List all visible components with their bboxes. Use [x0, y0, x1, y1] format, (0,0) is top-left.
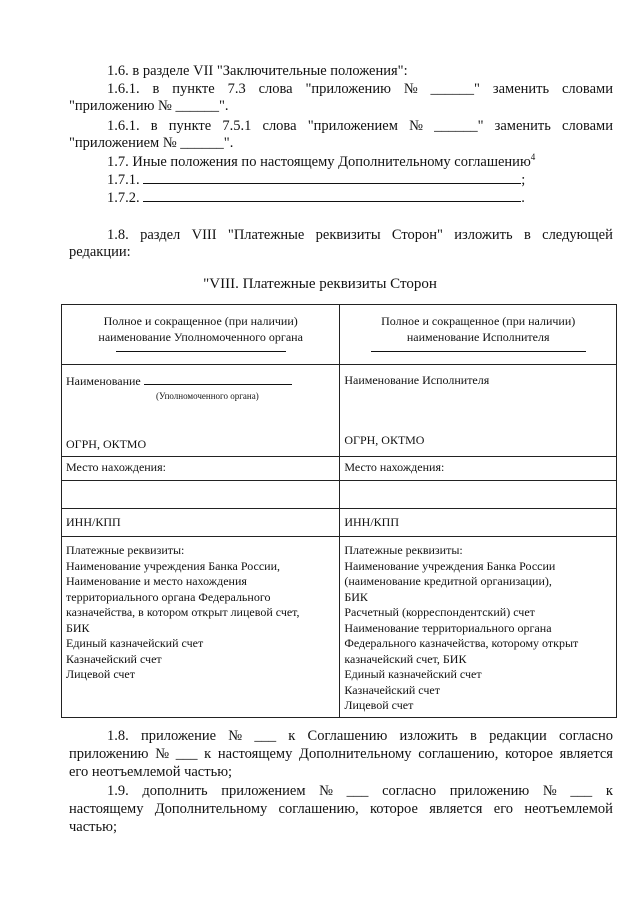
word: заменить: [492, 81, 550, 97]
word: Дополнительному: [154, 801, 268, 817]
word: в: [150, 118, 158, 134]
clause-1-6-1-a-cont: "приложению № ______".: [69, 98, 229, 114]
requisite-line: Наименование учреждения Банка России: [344, 558, 556, 573]
requisite-line: Платежные реквизиты:: [66, 543, 185, 557]
requisite-line: Федерального казначейства, которому открыт: [344, 636, 579, 650]
clause-1-7: [107, 153, 535, 171]
word: "Платежные: [227, 227, 305, 243]
word: 1.8.: [107, 227, 129, 243]
requisite-line: казначейский счет, БИК: [344, 651, 467, 666]
word: ______": [434, 118, 484, 134]
word: 1.8.: [107, 728, 129, 744]
word: соглашению,: [278, 801, 359, 817]
blank-line: [143, 171, 521, 184]
requisite-line: Лицевой счет: [66, 667, 136, 681]
left-name-cell: [62, 365, 340, 457]
right-payment-list: [344, 543, 612, 714]
left-empty-cell: [62, 481, 340, 509]
word: настоящему: [69, 801, 144, 817]
word: изложить: [454, 227, 513, 243]
word: слова: [262, 118, 297, 134]
word: словами: [562, 81, 613, 97]
right-ogrn: ОГРН, ОКТМО: [344, 432, 425, 447]
clause-1-9-line3: частью;: [69, 819, 117, 835]
requisite-line: Лицевой счет: [344, 698, 414, 712]
word: которое: [370, 801, 418, 817]
word: 7.3: [227, 81, 246, 97]
word: согласно: [558, 728, 613, 744]
word: пункте: [172, 81, 215, 97]
word: №: [542, 783, 557, 799]
left-name-hint: (Уполномоченного органа): [156, 390, 259, 401]
left-header-text: Полное и сокращенное (при наличии) наименование Уполномоченного органа: [98, 314, 303, 344]
clause-1-8-b: [107, 727, 613, 745]
requisite-line: Единый казначейский счет: [344, 667, 482, 681]
requisite-line: Казначейский счет: [344, 682, 440, 697]
word: словами: [562, 118, 613, 134]
clause-1-7-1-end: ;: [521, 172, 526, 188]
requisite-line: Наименование и место нахождения: [66, 574, 247, 588]
clause-1-7-1: [107, 171, 525, 189]
word: в: [152, 81, 160, 97]
requisite-line: территориального органа Федерального: [66, 589, 271, 604]
word: к: [204, 746, 212, 762]
requisite-line: БИК: [66, 620, 90, 635]
word: ___: [570, 783, 593, 799]
right-payment-cell: [340, 537, 617, 718]
blank-line: [371, 349, 586, 352]
left-location-cell: Место нахождения:: [62, 457, 340, 481]
word: ___: [175, 746, 198, 762]
clause-1-7-2-end: .: [521, 190, 525, 206]
word: раздел: [140, 227, 181, 243]
word: ___: [346, 783, 369, 799]
word: №: [319, 783, 334, 799]
word: 1.6.1.: [107, 81, 140, 97]
word: заменить: [494, 118, 551, 134]
clause-1-8-a-cont: редакции:: [69, 244, 131, 260]
requisite-line: БИК: [344, 589, 368, 604]
word: к: [605, 783, 613, 799]
right-header-cell: [340, 305, 617, 365]
right-name-label: Наименование Исполнителя: [344, 373, 490, 387]
left-name-label: Наименование: [66, 374, 141, 388]
word: 1.6.1.: [107, 118, 140, 134]
clause-1-6-1-b-cont: "приложением № ______".: [69, 135, 234, 151]
left-header-cell: [62, 305, 340, 365]
requisite-line: Платежные реквизиты:: [344, 543, 463, 557]
word: редакции: [489, 728, 547, 744]
word: является: [429, 801, 483, 817]
word: "приложением: [307, 118, 398, 134]
word: которое: [505, 746, 553, 762]
requisite-line: Наименование территориального органа: [344, 620, 552, 635]
clause-1-6-1-b: [107, 117, 613, 135]
left-payment-list: [66, 543, 335, 683]
requisite-line: Казначейский счет: [66, 651, 162, 666]
clause-1-7-text: 1.7. Иные положения по настоящему Дополнительному соглашению: [107, 154, 531, 170]
left-ogrn: ОГРН, ОКТМО: [66, 437, 147, 451]
left-payment-cell: [62, 537, 340, 718]
clause-1-7-1-number: 1.7.1.: [107, 172, 140, 188]
clause-1-7-2: [107, 189, 525, 207]
word: Соглашению: [307, 728, 388, 744]
word: "приложению: [305, 81, 391, 97]
blank-line: [143, 189, 521, 202]
word: настоящему: [217, 746, 293, 762]
requisite-line: Расчетный (корреспондентский) счет: [344, 605, 535, 619]
word: VIII: [191, 227, 217, 243]
word: к: [288, 728, 296, 744]
word: следующей: [542, 227, 613, 243]
clause-1-7-2-number: 1.7.2.: [107, 190, 140, 206]
clause-1-8-b-line3: его неотъемлемой частью;: [69, 764, 233, 780]
right-empty-cell: [340, 481, 617, 509]
right-location-cell: Место нахождения:: [340, 457, 617, 481]
requisite-line: Наименование учреждения Банка России,: [66, 558, 280, 573]
section-heading: "VIII. Платежные реквизиты Сторон: [203, 276, 437, 292]
word: приложением: [221, 783, 306, 799]
word: приложение: [140, 728, 217, 744]
word: неотъемлемой: [524, 801, 613, 817]
word: ______": [430, 81, 480, 97]
word: является: [559, 746, 613, 762]
word: в: [523, 227, 531, 243]
word: приложению: [69, 746, 149, 762]
word: пункте: [168, 118, 212, 134]
word: 7.5.1: [222, 118, 252, 134]
right-inn-cell: ИНН/КПП: [340, 509, 617, 537]
clause-1-8-b-line2: [69, 745, 613, 763]
left-inn-cell: ИНН/КПП: [62, 509, 340, 537]
clause-1-9: [107, 782, 613, 800]
clause-1-6-1-a: [107, 80, 613, 98]
requisite-line: (наименование кредитной организации),: [344, 574, 552, 588]
requisite-line: Единый казначейский счет: [66, 636, 204, 650]
word: приложению: [449, 783, 530, 799]
right-name-cell: [340, 365, 617, 457]
word: №: [409, 118, 423, 134]
requisite-line: казначейства, в котором открыт лицевой счет,: [66, 605, 300, 619]
word: его: [493, 801, 514, 817]
word: соглашению,: [418, 746, 499, 762]
word: дополнить: [142, 783, 208, 799]
blank-line: [144, 373, 292, 385]
word: согласно: [382, 783, 437, 799]
word: реквизиты: [315, 227, 381, 243]
word: изложить: [399, 728, 458, 744]
word: №: [155, 746, 170, 762]
clause-1-8-a: [107, 226, 613, 244]
payment-requisites-table: [61, 304, 617, 718]
word: слова: [258, 81, 293, 97]
word: в: [470, 728, 477, 744]
footnote-marker: 4: [530, 152, 536, 163]
word: ___: [254, 728, 277, 744]
word: №: [228, 728, 243, 744]
blank-line: [116, 349, 286, 352]
word: 1.9.: [107, 783, 129, 799]
right-header-text: Полное и сокращенное (при наличии) наименование Исполнителя: [381, 314, 576, 344]
word: №: [403, 81, 418, 97]
clause-1-9-line2: [69, 800, 613, 818]
word: Сторон": [391, 227, 443, 243]
clause-1-6: 1.6. в разделе VII "Заключительные положения":: [107, 63, 408, 79]
word: Дополнительному: [299, 746, 412, 762]
